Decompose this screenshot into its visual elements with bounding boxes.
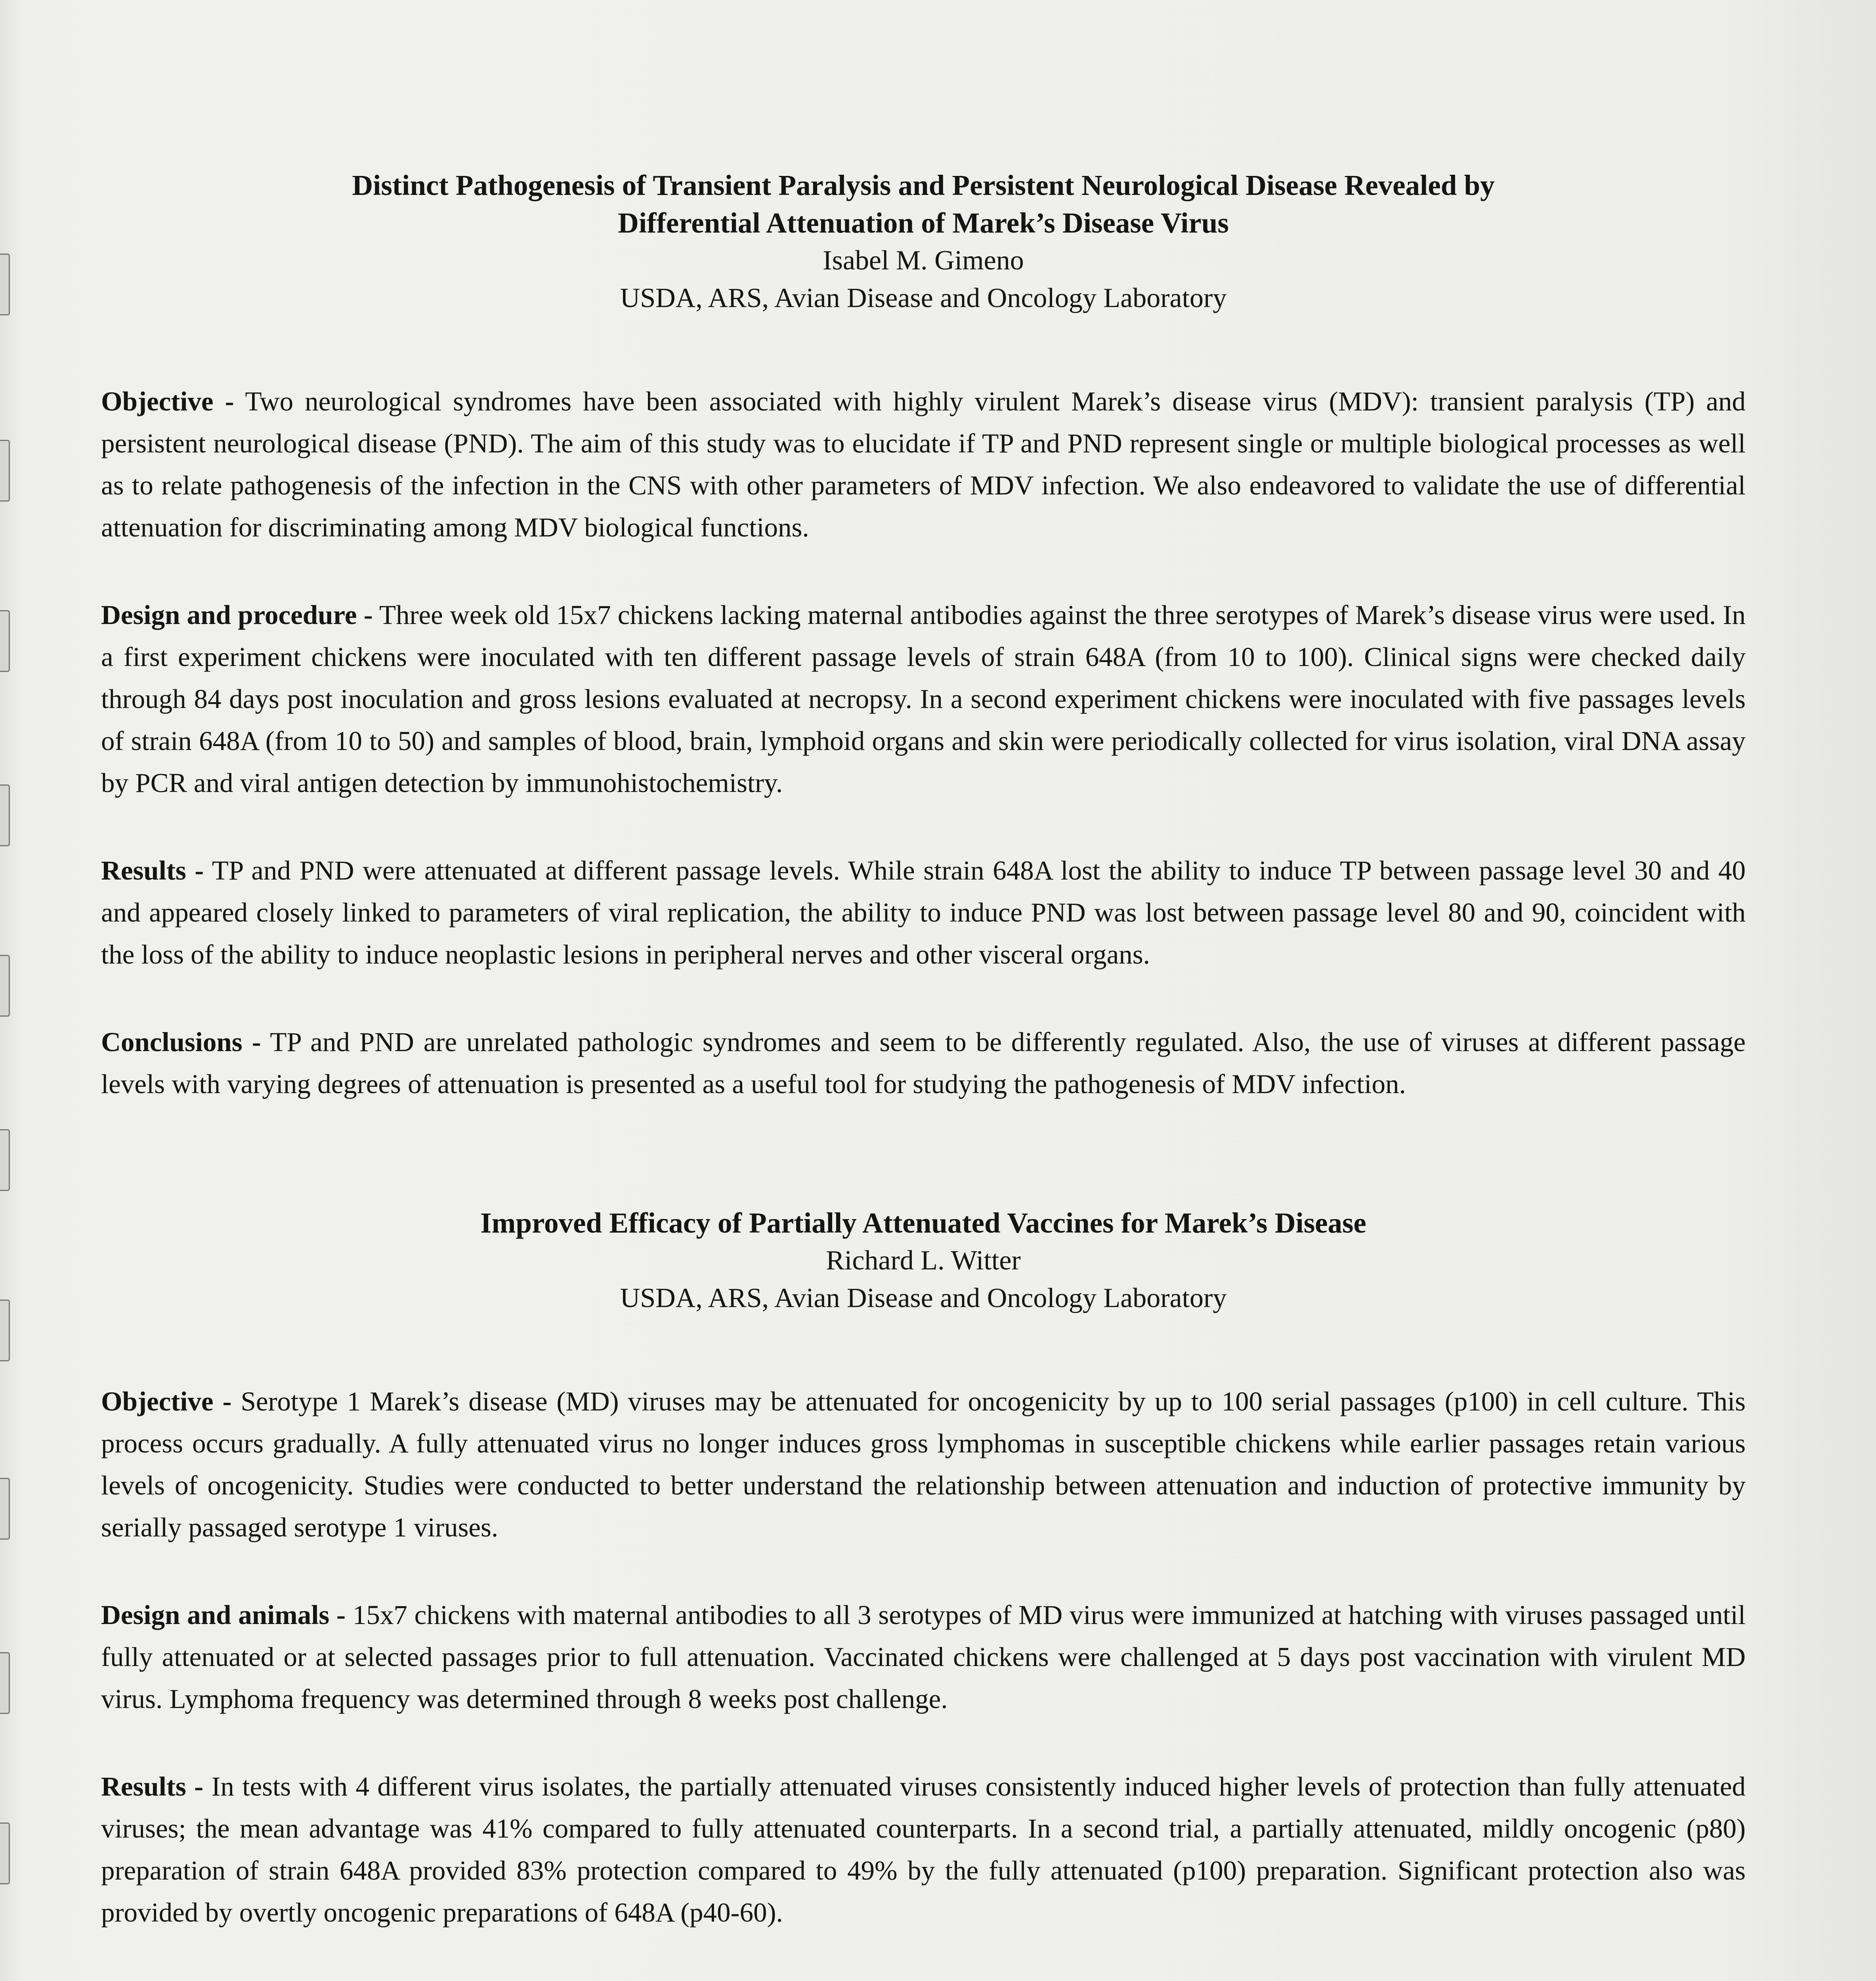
section-design [101, 1594, 1746, 1720]
section-label: Results - [101, 855, 204, 886]
section-label: Objective - [101, 1386, 232, 1416]
article-affiliation: USDA, ARS, Avian Disease and Oncology Laboratory [620, 1283, 1227, 1313]
binding-hole [0, 1300, 10, 1361]
article-1 [101, 166, 1746, 1105]
section-label: Objective - [101, 386, 234, 416]
binding-hole [0, 784, 10, 846]
article-title-line: Distinct Pathogenesis of Transient Paralysis and Persistent Neurological Disease Revealed by [352, 169, 1495, 201]
binding-hole [0, 1478, 10, 1540]
section-conclusions [101, 1979, 1746, 1981]
binding-hole [0, 1823, 10, 1884]
section-text: TP and PND are unrelated pathologic syndromes and seem to be differently regulated. Also, the use of viruses at different passage levels with varying degrees of attenuation is presented as a useful tool for studying the pathogenesis of MDV infection. [101, 1027, 1746, 1099]
section-text: Two neurological syndromes have been associated with highly virulent Marek’s disease virus (MDV): transient paralysis (TP) and persistent neurological disease (PND). The aim of this study was to elucidate if TP and PND represent single or multiple biological processes as well as to relate pathogenesis of the infection in the CNS with other parameters of MDV infection. We also endeavored to validate the use of differential attenuation for discriminating among MDV biological functions. [101, 386, 1746, 542]
page-content [101, 166, 1746, 1981]
article-title-line: Improved Efficacy of Partially Attenuated Vaccines for Marek’s Disease [480, 1207, 1366, 1239]
section-text: In tests with 4 different virus isolates, the partially attenuated viruses consistently induced higher levels of protection than fully attenuated viruses; the mean advantage was 41% compared to fully attenuated counterparts. In a second trial, a partially attenuated, mildly oncogenic (p80) preparation of strain 648A provided 83% protection compared to 49% by the fully attenuated (p100) preparation. Significant protection also was provided by overtly oncogenic preparations of 648A (p40-60). [101, 1771, 1746, 1928]
section-objective [101, 380, 1746, 548]
binding-hole [0, 440, 10, 502]
section-results [101, 1765, 1746, 1933]
section-conclusions [101, 1021, 1746, 1105]
section-text: Serotype 1 Marek’s disease (MD) viruses may be attenuated for oncogenicity by up to 100 serial passages (p100) in cell culture. This process occurs gradually. A fully attenuated virus no longer induces gross lymphomas in susceptible chickens while earlier passages retain various levels of oncogenicity. Studies were conducted to better understand the relationship between attenuation and induction of protective immunity by serially passaged serotype 1 viruses. [101, 1386, 1746, 1542]
binding-hole [0, 955, 10, 1017]
section-results [101, 849, 1746, 975]
section-text: TP and PND were attenuated at different passage levels. While strain 648A lost the ability to induce TP between passage level 30 and 40 and appeared closely linked to parameters of viral replication, the ability to induce PND was lost between passage level 80 and 90, coincident with the loss of the ability to induce neoplastic lesions in peripheral nerves and other visceral organs. [101, 855, 1746, 970]
section-label: Results - [101, 1771, 204, 1802]
article-title-line: Differential Attenuation of Marek’s Disease Virus [618, 207, 1229, 239]
section-label: Design and procedure - [101, 600, 373, 630]
binding-hole [0, 1129, 10, 1191]
article-author: Isabel M. Gimeno [823, 245, 1024, 276]
section-objective [101, 1380, 1746, 1548]
section-label: Conclusions - [101, 1027, 261, 1057]
article-affiliation: USDA, ARS, Avian Disease and Oncology Laboratory [620, 283, 1227, 313]
binding-edge [0, 0, 12, 1981]
section-text: Three week old 15x7 chickens lacking maternal antibodies against the three serotypes of Marek’s disease virus were used. In a first experiment chickens were inoculated with ten different passage levels of strain 648A (from 10 to 100). Clinical signs were checked daily through 84 days post inoculation and gross lesions evaluated at necropsy. In a second experiment chickens were inoculated with five passages levels of strain 648A (from 10 to 50) and samples of blood, brain, lymphoid organs and skin were periodically collected for virus isolation, viral DNA assay by PCR and viral antigen detection by immunohistochemistry. [101, 600, 1746, 798]
binding-hole [0, 254, 10, 315]
section-label: Design and animals - [101, 1600, 346, 1630]
article-2 [101, 1204, 1746, 1981]
binding-hole [0, 1652, 10, 1714]
section-design [101, 594, 1746, 804]
article-title [101, 166, 1746, 242]
article-author: Richard L. Witter [826, 1245, 1021, 1276]
binding-hole [0, 610, 10, 672]
section-text: 15x7 chickens with maternal antibodies to all 3 serotypes of MD virus were immunized at hatching with viruses passaged until fully attenuated or at selected passages prior to full attenuation. Vaccinated chickens were challenged at 5 days post vaccination with virulent MD virus. Lymphoma frequency was determined through 8 weeks post challenge. [101, 1600, 1746, 1714]
article-title [101, 1204, 1746, 1242]
